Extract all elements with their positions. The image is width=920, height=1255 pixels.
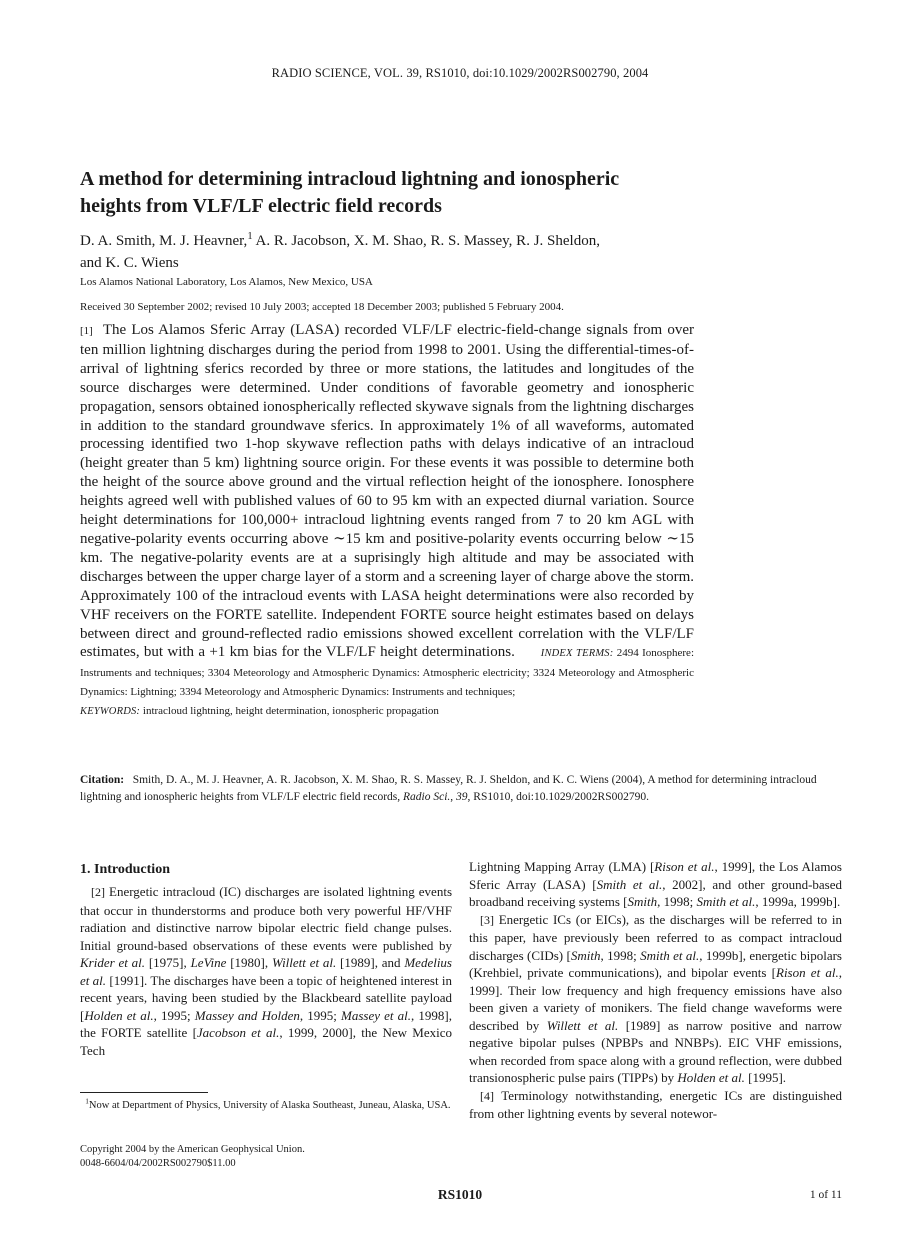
citation-link: Krider et al.: [80, 955, 146, 970]
citation-link: Smith et al.: [696, 894, 756, 909]
copyright: [80, 1143, 452, 1170]
page-number: 1 of 11: [809, 1189, 842, 1201]
paragraph-3: [3] Energetic ICs (or EICs), as the discharges will be referred to in this paper, have previously been referred to as compact intracloud discharges (CIDs) [Smith, 1998; Smith et al., 1999b], energetic bipolars (Krehbiel, private communications), and bipolar events [Rison et al., 1999]. Their low frequency and high frequency emissions have also been given a variety of monikers. The field change waveforms were described by Willett et al. [1989] as narrow positive and narrow negative bipolar pulses (NPBPs and NNBPs). EIC VHF emissions, when recorded from space along with a ground reflection, were dubbed transionospheric pulse pairs (TIPPs) by Holden et al. [1995].: [469, 911, 843, 1085]
author-footnote-mark: 1: [247, 231, 253, 242]
paper-title: [80, 166, 720, 220]
running-head: RADIO SCIENCE, VOL. 39, RS1010, doi:10.1029/2002RS002790, 2004: [271, 66, 649, 80]
citation-link: Smith: [570, 947, 601, 963]
abstract-text: The Los Alamos Sferic Array (LASA) recorded VLF/LF electric-field-change signals from over ten million lightning discharges during the period from 1998 to 2001. Using the differential-times-of-arrival of lightning sferics recorded by three or more stations, the latitudes and longitudes of the source discharges were determined. Under conditions of favorable geometry and ionospheric propagation, sensors obtained ionospherically reflected skywave signals from the lightning discharges in addition to the standard groundwave sferics. In approximately 1% of all waveforms, automated processing identified two 1-hop skywave reflection paths with delays indicative of an intracloud (height greater than 5 km) lightning source origin. For these events it was possible to determine both the height of the source above ground and the virtual reflection height of the ionosphere. Ionosphere heights agreed well with published values of 60 to 95 km with an expected diurnal variation. Source height determinations for 100,000+ intracloud lightning events ranged from 7 to 20 km AGL with negative-polarity events occurring above ∼15 km and positive-polarity events occurring below ∼15 km. The negative-polarity events are at a suprisingly high altitude and may be associated with discharges between the upper charge layer of a storm and a screening layer of charge above the storm. Approximately 100 of the intracloud events with LASA height determinations were also recorded by VHF receivers on the FORTE satellite. Independent FORTE source height estimates based on delays between direct and ground-reflected radio emissions showed excellent correlation with the VLF/LF estimates, but with a +1 km bias for the VLF/LF height determinations.: [80, 322, 695, 661]
citation-link: Smith: [627, 894, 658, 909]
citation-link: Willett et al.: [546, 1017, 619, 1033]
citation-link: Holden et al.: [84, 1007, 154, 1023]
citation-link: Medelius et al.: [80, 955, 452, 988]
index-terms-label: INDEX TERMS:: [540, 648, 614, 660]
citation-text: Smith, D. A., M. J. Heavner, A. R. Jacobson, X. M. Shao, R. S. Massey, R. J. Sheldon, and K. C. Wiens (2004), A method for determining intracloud lightning and ionospheric heights from VLF/LF electric field records,: [80, 774, 817, 803]
paragraph-2: [2] Energetic intracloud (IC) discharges are isolated lightning events that occur in thunderstorms and produce both very powerful HF/VHF radiation and distinctive narrow bipolar electric field change pulses. Initial ground-based observations of these events were published by Krider et al. [1975], LeVine [1980], Willett et al. [1989], and Medelius et al. [1991]. The discharges have been a topic of heightened interest in recent years, having been studied by the Blackbeard satellite payload [Holden et al., 1995; Massey and Holden, 1995; Massey et al., 1998], the FORTE satellite [Jacobson et al., 1999, 2000], the New Mexico Tech: [80, 884, 453, 1058]
title-line-2: heights from VLF/LF electric field records: [80, 195, 442, 217]
affiliation: Los Alamos National Laboratory, Los Alamos, New Mexico, USA: [80, 276, 373, 288]
citation-volume: 39: [456, 791, 468, 803]
citation-link: Smith et al.: [640, 947, 700, 963]
authors-part-2: A. R. Jacobson, X. M. Shao, R. S. Massey, R. J. Sheldon,: [252, 233, 600, 249]
citation-link: Willett et al.: [271, 955, 337, 970]
author-list: [80, 230, 720, 274]
citation-link: Rison et al.: [776, 965, 839, 980]
paragraph-number: [1]: [80, 325, 93, 337]
citation-rest: , RS1010, doi:10.1029/2002RS002790.: [467, 791, 649, 803]
citation-link: Smith et al.: [596, 876, 663, 892]
paragraph-2-continued: Lightning Mapping Array (LMA) [Rison et al., 1999], the Los Alamos Sferic Array (LASA) [Smith et al., 2002], and other ground-based broadband receiving systems [Smith, 1998; Smith et al., 1999a, 1999b].: [469, 859, 842, 909]
received-dates: Received 30 September 2002; revised 10 July 2003; accepted 18 December 2003; published 5 February 2004.: [80, 301, 564, 313]
footnote-rule: [80, 1092, 208, 1093]
keywords-label: KEYWORDS:: [80, 705, 141, 717]
issn-line: 0048-6604/04/2002RS002790$11.00: [80, 1157, 236, 1169]
section-heading: 1. Introduction: [80, 862, 170, 877]
citation: Citation: Smith, D. A., M. J. Heavner, A. R. Jacobson, X. M. Shao, R. S. Massey, R. J. Sheldon, and K. C. Wiens (2004), A method for determining intracloud lightning and ionospheric heights from VLF/LF electric field records, Radio Sci., 39, RS1010, doi:10.1029/2002RS002790.: [80, 774, 817, 803]
abstract: [80, 321, 694, 720]
citation-link: Massey and Holden: [194, 1007, 300, 1023]
copyright-line: Copyright 2004 by the American Geophysical Union.: [80, 1144, 305, 1155]
citation-link: Rison et al.: [654, 859, 715, 874]
footer-article-id: RS1010: [437, 1187, 483, 1202]
footnote: [80, 1098, 452, 1113]
citation-link: Holden et al.: [677, 1070, 745, 1085]
citation-link: Massey et al.: [341, 1007, 412, 1023]
paragraph-number: [3]: [480, 912, 494, 927]
title-line-1: A method for determining intracloud lightning and ionospheric: [80, 168, 620, 190]
paragraph-4: [4] Terminology notwithstanding, energetic ICs are distinguished from other lightning events by several notewor-: [469, 1087, 843, 1121]
paragraph-number: [4]: [480, 1088, 494, 1103]
authors-part-3: and K. C. Wiens: [80, 255, 179, 271]
keywords-text: intracloud lightning, height determination, ionospheric propagation: [142, 704, 439, 717]
index-terms-text: 2494 Ionosphere: Instruments and techniques; 3304 Meteorology and Atmospheric Dynamics: Atmospheric electricity; 3324 Meteorology and Atmospheric Dynamics: Lightning; 3394 Meteorology and Atmospheric Dynamics: Instruments and techniques;: [80, 647, 694, 698]
citation-journal: Radio Sci.: [403, 791, 451, 803]
left-column: [80, 861, 452, 1059]
citation-link: Jacobson et al.: [196, 1025, 280, 1040]
footnote-text: Now at Department of Physics, University of Alaska Southeast, Juneau, Alaska, USA.: [88, 1100, 451, 1111]
right-column: [469, 858, 842, 1123]
paragraph-number: [2]: [91, 885, 105, 899]
citation-label: Citation:: [80, 774, 125, 786]
footnote-mark: 1: [85, 1096, 89, 1106]
authors-part-1: D. A. Smith, M. J. Heavner,: [80, 233, 248, 249]
citation-link: LeVine: [190, 955, 227, 970]
